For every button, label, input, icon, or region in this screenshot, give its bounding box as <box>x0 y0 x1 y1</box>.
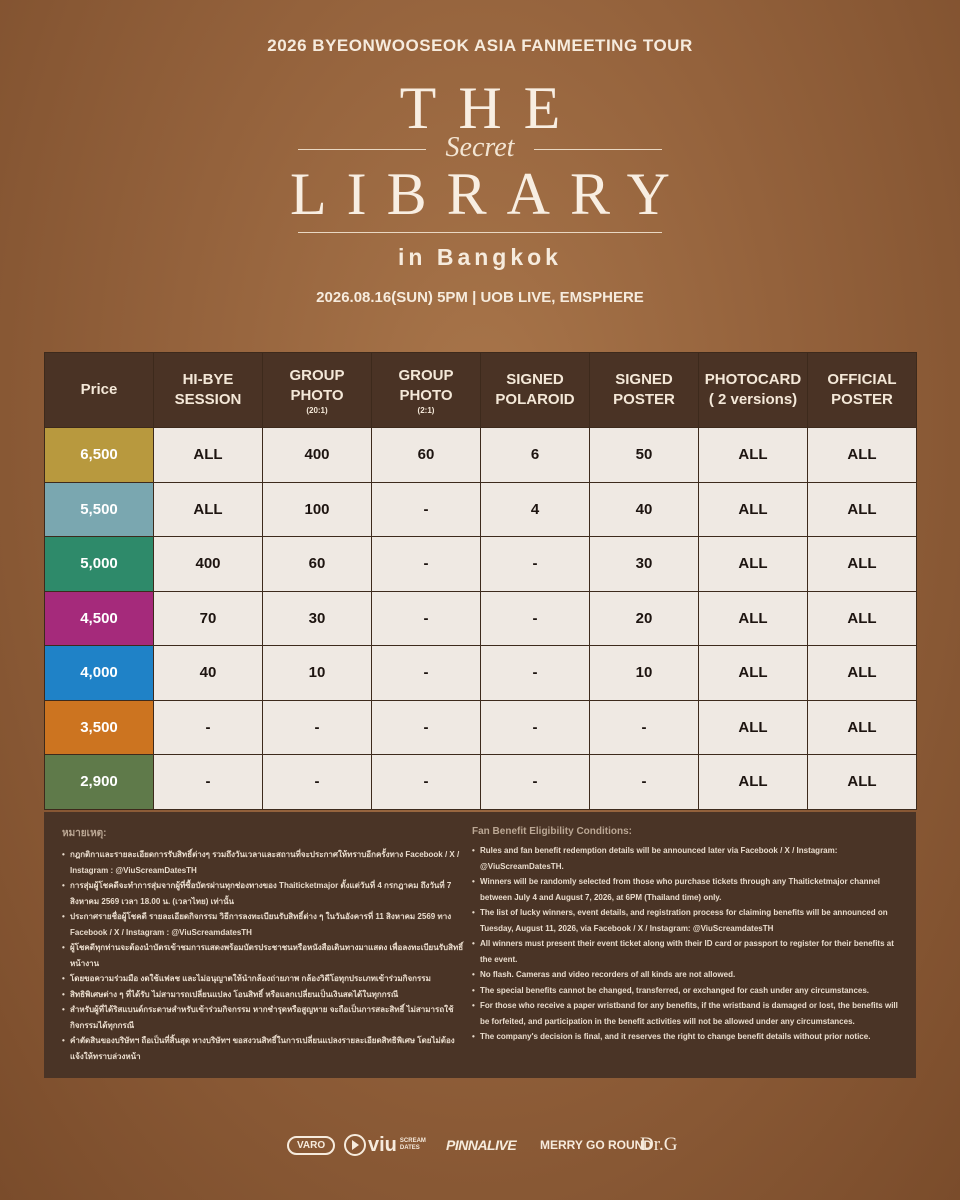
table-cell: ALL <box>808 537 917 592</box>
column-header-sublabel: (20:1) <box>306 405 328 415</box>
table-cell: 70 <box>154 591 263 646</box>
table-cell: 4 <box>481 482 590 537</box>
price-cell: 4,500 <box>45 591 154 646</box>
table-cell: ALL <box>154 482 263 537</box>
table-cell: - <box>263 700 372 755</box>
notes-english <box>472 826 902 1045</box>
column-header-label: SIGNED POLAROID <box>495 371 575 408</box>
table-cell: 30 <box>263 591 372 646</box>
viu-sub-2: DATES <box>399 1145 420 1151</box>
city-subtitle: in Bangkok <box>398 244 562 270</box>
table-cell: - <box>372 537 481 592</box>
table-cell: ALL <box>808 482 917 537</box>
note-item: • The company's decision is final, and it reserves the right to change benefit details without prior notice. <box>472 1029 902 1045</box>
table-row <box>45 755 917 810</box>
table-cell: - <box>372 755 481 810</box>
table-cell: - <box>154 755 263 810</box>
column-header <box>154 353 263 428</box>
column-header <box>481 353 590 428</box>
price-cell: 4,000 <box>45 646 154 701</box>
column-header <box>263 353 372 428</box>
viu-logo <box>344 1130 426 1160</box>
note-item: • For those who receive a paper wristband for any benefits, if the wristband is damaged or lost, the benefits will be forfeited, and participation in the benefit activities will not be allowed under any circumstances. <box>472 998 902 1029</box>
sponsor-logos <box>0 1130 960 1160</box>
table-row <box>45 646 917 701</box>
table-cell: - <box>481 537 590 592</box>
price-cell: 2,900 <box>45 755 154 810</box>
note-item: • Winners will be randomly selected from those who purchase tickets through any Thaiticketmajor channel between July 4 and August 7, 2026, at 6PM (Thailand time) only. <box>472 874 902 905</box>
table-cell: 60 <box>372 428 481 483</box>
table-body <box>45 428 917 810</box>
note-item: • The list of lucky winners, event details, and registration process for claiming benefits will be announced on Tuesday, August 11, 2026, via Facebook / X / Instagram: @ViuScreamdatesTH <box>472 905 902 936</box>
table-cell: 30 <box>590 537 699 592</box>
table-cell: - <box>372 591 481 646</box>
table-cell: - <box>154 700 263 755</box>
table-cell: 50 <box>590 428 699 483</box>
column-header-label: OFFICIAL POSTER <box>827 371 897 408</box>
table-cell: 6 <box>481 428 590 483</box>
column-header-sublabel: (2:1) <box>417 405 435 415</box>
notes-thai-list <box>62 847 467 1064</box>
table-cell: ALL <box>699 537 808 592</box>
table-cell: - <box>481 591 590 646</box>
table-cell: - <box>481 755 590 810</box>
table-cell: 400 <box>263 428 372 483</box>
table-cell: - <box>481 646 590 701</box>
table-cell: 10 <box>590 646 699 701</box>
table-cell: - <box>481 700 590 755</box>
note-item: • ผู้โชคดีทุกท่านจะต้องนำบัตรเข้าชมการแสดงพร้อมบัตรประชาชนหรือหนังสือเดินทางมาแสดง เพื่อลงทะเบียนรับสิทธิ์หน้างาน <box>62 940 467 971</box>
title-the: THE <box>399 75 583 141</box>
table-cell: - <box>263 755 372 810</box>
viu-sub-1: SCREAM <box>399 1138 426 1144</box>
column-header-label: SIGNED POSTER <box>613 371 675 408</box>
price-cell: 5,500 <box>45 482 154 537</box>
table-row <box>45 428 917 483</box>
viu-logo-text: viu <box>368 1133 397 1156</box>
table-row <box>45 537 917 592</box>
title-underline <box>298 232 662 233</box>
table-cell: 10 <box>263 646 372 701</box>
table-cell: 40 <box>154 646 263 701</box>
title-library: LIBRARY <box>289 161 691 227</box>
notes-english-list <box>472 843 902 1045</box>
column-header-label: GROUP PHOTO <box>398 366 454 404</box>
table-cell: 100 <box>263 482 372 537</box>
viu-logo-subtext <box>400 1138 426 1152</box>
column-header <box>590 353 699 428</box>
notes-english-title: Fan Benefit Eligibility Conditions: <box>472 826 632 837</box>
note-item: • การสุ่มผู้โชคดีจะทำการสุ่มจากผู้ที่ซื้อบัตรผ่านทุกช่องทางของ Thaiticketmajor ตั้งแต่วันที่ 4 กรกฎาคม ถึงวันที่ 7 สิงหาคม 2569 เวลา 18.00 น. (เวลาไทย) เท่านั้น <box>62 878 467 909</box>
table-cell: ALL <box>808 646 917 701</box>
table-cell: ALL <box>808 591 917 646</box>
table-cell: 40 <box>590 482 699 537</box>
note-item: • คำตัดสินของบริษัทฯ ถือเป็นที่สิ้นสุด ทางบริษัทฯ ขอสงวนสิทธิ์ในการเปลี่ยนแปลงรายละเอียดสิทธิพิเศษ โดยไม่ต้องแจ้งให้ทราบล่วงหน้า <box>62 1033 467 1064</box>
note-item: • กฎกติกาและรายละเอียดการรับสิทธิ์ต่างๆ รวมถึงวันเวลาและสถานที่จะประกาศให้ทราบอีกครั้งทาง Facebook / X / Instagram : @ViuScreamDatesTH <box>62 847 467 878</box>
note-item: • โดยขอความร่วมมือ งดใช้แฟลช และไม่อนุญาตให้นำกล้องถ่ายภาพ กล้องวิดีโอทุกประเภทเข้าร่วมกิจกรรม <box>62 971 467 987</box>
tour-title: 2026 BYEONWOOSEOK ASIA FANMEETING TOUR <box>267 36 693 55</box>
table-row <box>45 700 917 755</box>
table-cell: 20 <box>590 591 699 646</box>
note-item: • สิทธิพิเศษต่าง ๆ ที่ได้รับ ไม่สามารถเปลี่ยนแปลง โอนสิทธิ์ หรือแลกเปลี่ยนเป็นเงินสดได้ในทุกกรณี <box>62 987 467 1003</box>
column-header-label: Price <box>80 381 118 398</box>
notes-thai <box>62 826 467 1064</box>
play-icon <box>344 1134 366 1156</box>
notes-panel <box>44 812 916 1078</box>
note-item: • ประกาศรายชื่อผู้โชคดี รายละเอียดกิจกรรม วิธีการลงทะเบียนรับสิทธิ์ต่าง ๆ ในวันอังคารที่ 11 สิงหาคม 2569 ทาง Facebook / X / Instagram : @ViuScreamdatesTH <box>62 909 467 940</box>
table-header-row <box>45 353 917 428</box>
varo-logo <box>287 1130 335 1160</box>
title-secret: Secret <box>445 132 515 163</box>
table-cell: - <box>372 646 481 701</box>
pinnalive-logo: PINNALIVE <box>446 1137 517 1153</box>
note-item: • Rules and fan benefit redemption details will be announced later via Facebook / X / Instagram: @ViuScreamDatesTH. <box>472 843 902 874</box>
price-cell: 6,500 <box>45 428 154 483</box>
table-cell: - <box>372 482 481 537</box>
note-item: • No flash. Cameras and video recorders of all kinds are not allowed. <box>472 967 902 983</box>
column-header <box>45 353 154 428</box>
table-cell: 400 <box>154 537 263 592</box>
table-cell: ALL <box>699 591 808 646</box>
column-header <box>808 353 917 428</box>
price-cell: 5,000 <box>45 537 154 592</box>
table-cell: 60 <box>263 537 372 592</box>
table-cell: - <box>590 700 699 755</box>
table-cell: ALL <box>808 700 917 755</box>
note-item: • All winners must present their event ticket along with their ID card or passport to register for their benefits at the event. <box>472 936 902 967</box>
column-header-label: HI-BYE SESSION <box>174 371 242 408</box>
table-cell: ALL <box>699 700 808 755</box>
table-cell: - <box>372 700 481 755</box>
notes-thai-title: หมายเหตุ: <box>62 828 107 839</box>
column-header-label: PHOTOCARD ( 2 versions) <box>704 371 802 408</box>
price-cell: 3,500 <box>45 700 154 755</box>
date-venue: 2026.08.16(SUN) 5PM | UOB LIVE, EMSPHERE <box>316 289 644 306</box>
note-item: • The special benefits cannot be changed, transferred, or exchanged for cash under any circumstances. <box>472 983 902 999</box>
table-cell: ALL <box>808 428 917 483</box>
table-cell: ALL <box>699 646 808 701</box>
table-cell: ALL <box>154 428 263 483</box>
note-item: • สำหรับผู้ที่ได้ริสแบนด์กระดาษสำหรับเข้าร่วมกิจกรรม หากชำรุดหรือสูญหาย จะถือเป็นการสละสิทธิ์ ไม่สามารถใช้กิจกรรมได้ทุกกรณี <box>62 1002 467 1033</box>
column-header <box>699 353 808 428</box>
table-cell: ALL <box>699 428 808 483</box>
merry-go-round-logo: MERRY GO ROUND <box>540 1138 653 1152</box>
varo-logo-text: VARO <box>287 1136 335 1155</box>
table-row <box>45 591 917 646</box>
table-cell: ALL <box>699 482 808 537</box>
drg-logo: Dr.G <box>640 1134 678 1155</box>
table-cell: ALL <box>808 755 917 810</box>
table-cell: ALL <box>699 755 808 810</box>
benefits-table <box>44 352 917 810</box>
table-cell: - <box>590 755 699 810</box>
column-header <box>372 353 481 428</box>
table-row <box>45 482 917 537</box>
column-header-label: GROUP PHOTO <box>289 366 345 404</box>
